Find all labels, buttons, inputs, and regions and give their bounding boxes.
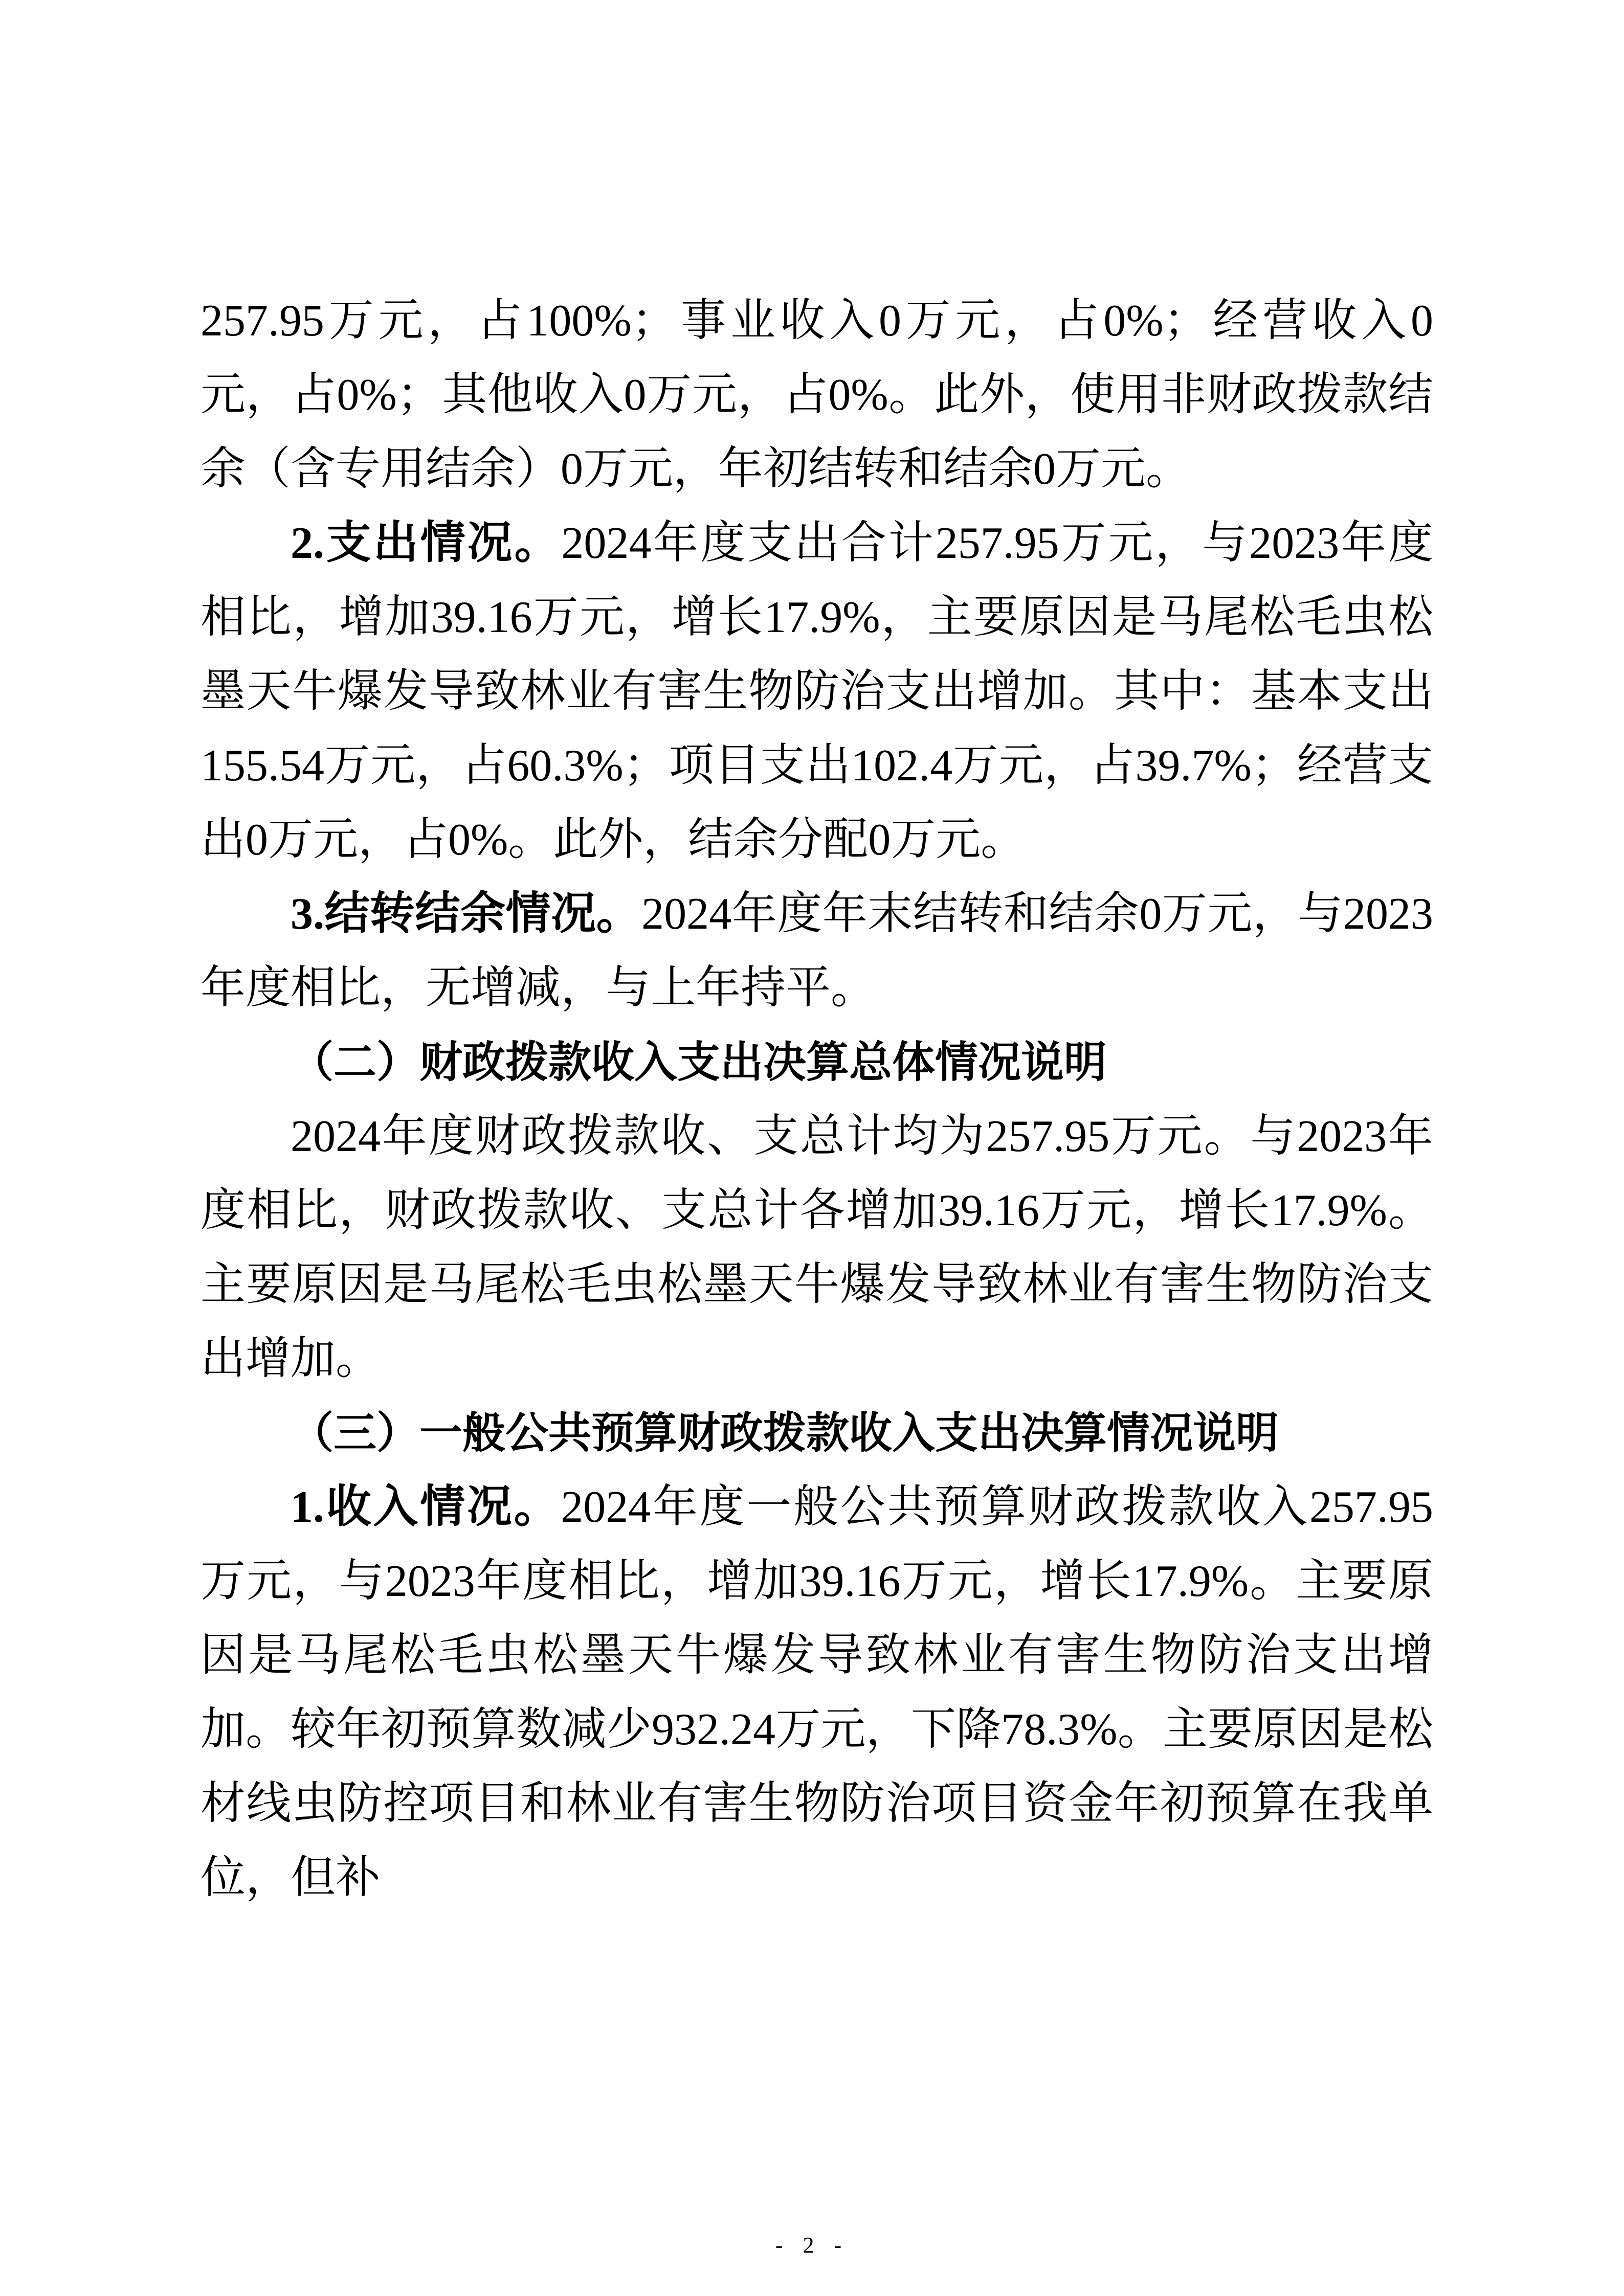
paragraph-income-continued <box>201 284 1433 506</box>
paragraph-text: 2024年度一般公共预算财政拨款收入257.95万元，与2023年度相比，增加39.16万元，增长17.9%。主要原因是马尾松毛虫松墨天牛爆发导致林业有害生物防治支出增加。较年初预算数减少932.24万元，下降78.3%。主要原因是松材线虫防控项目和林业有害生物防治项目资金年初预算在我单位，但补 <box>201 1482 1433 1903</box>
paragraph-expenditure <box>201 506 1433 877</box>
paragraph-general-budget-income <box>201 1470 1433 1915</box>
paragraph-text: 2024年度支出合计257.95万元，与2023年度相比，增加39.16万元，增长17.9%，主要原因是马尾松毛虫松墨天牛爆发导致林业有害生物防治支出增加。其中：基本支出155.54万元，占60.3%；项目支出102.4万元，占39.7%；经营支出0万元，占0%。此外，结余分配0万元。 <box>201 519 1433 865</box>
paragraph-fiscal-overall <box>201 1099 1433 1396</box>
paragraph-lead: 3.结转结余情况。 <box>291 889 642 939</box>
paragraph-lead: 1.收入情况。 <box>291 1482 561 1532</box>
page-number: - 2 - <box>775 2233 849 2258</box>
paragraph-text: 2024年度年末结转和结余0万元，与2023年度相比，无增减，与上年持平。 <box>201 889 1433 1013</box>
section-heading-fiscal-overall: （二）财政拨款收入支出决算总体情况说明 <box>291 1037 1107 1087</box>
paragraph-carryover <box>201 877 1433 1025</box>
paragraph-text: 257.95万元，占100%；事业收入0万元，占0%；经营收入0元，占0%；其他收入0万元，占0%。此外，使用非财政拨款结余（含专用结余）0万元，年初结转和结余0万元。 <box>201 296 1433 494</box>
document-page <box>201 284 1433 1915</box>
section-heading-general-budget: （三）一般公共预算财政拨款收入支出决算情况说明 <box>291 1408 1279 1458</box>
paragraph-lead: 2.支出情况。 <box>291 519 562 568</box>
paragraph-text: 2024年度财政拨款收、支总计均为257.95万元。与2023年度相比，财政拨款收、支总计各增加39.16万元，增长17.9%。主要原因是马尾松毛虫松墨天牛爆发导致林业有害生物防治支出增加。 <box>201 1112 1433 1384</box>
